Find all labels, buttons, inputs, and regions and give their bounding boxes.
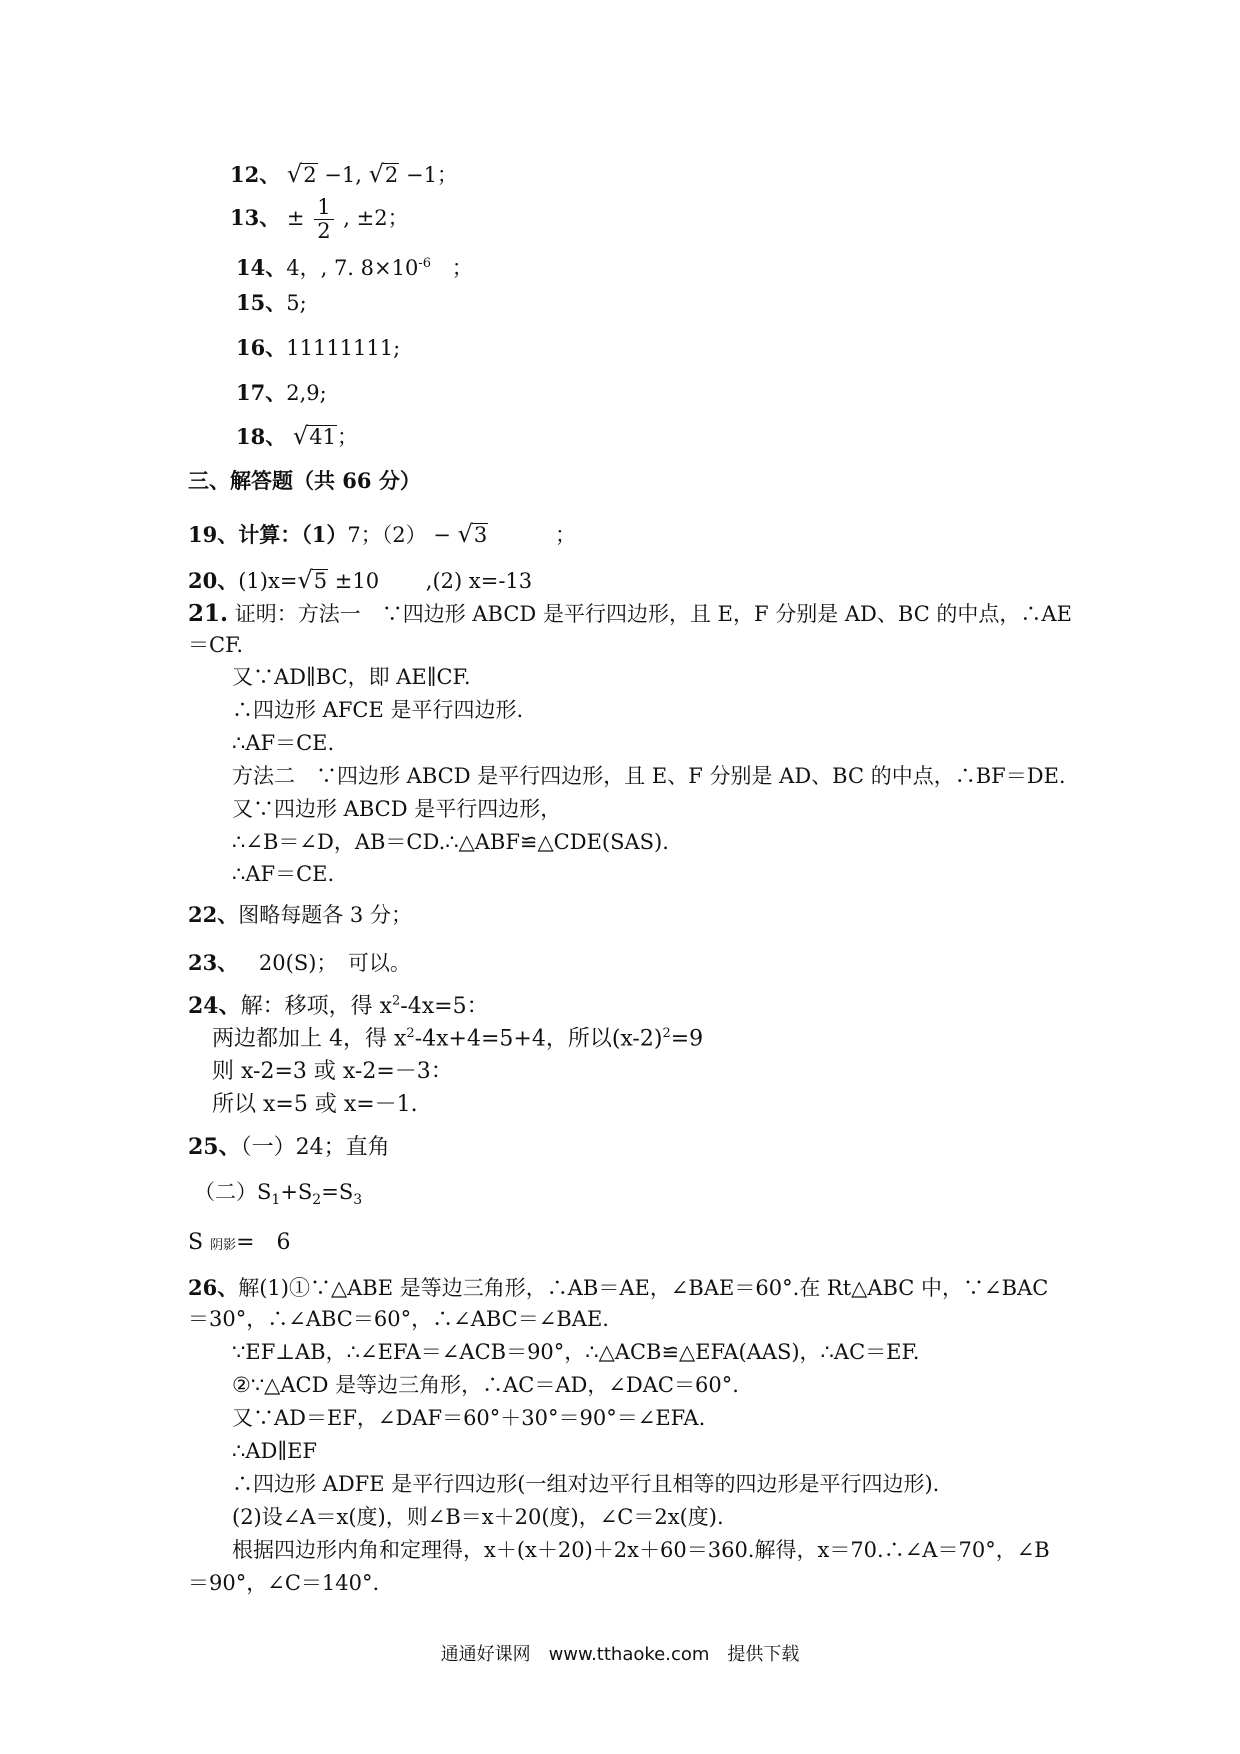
answer-23 xyxy=(188,950,411,976)
q13-fraction xyxy=(314,196,333,243)
answer-19 xyxy=(188,520,576,549)
q26-line: ＝30°，∴∠ABC＝60°，∴∠ABC＝∠BAE. xyxy=(188,1307,609,1331)
q13-number: 13、 xyxy=(230,205,281,231)
answer-22 xyxy=(188,902,412,928)
q25-eq: =S xyxy=(321,1180,354,1204)
q12-number: 12、 xyxy=(230,162,281,187)
q24-square: 2 xyxy=(406,1026,415,1041)
answer-14 xyxy=(236,255,473,281)
sqrt-sign: √ xyxy=(286,160,303,188)
q25-shade-s: S xyxy=(188,1230,204,1255)
q16-number: 16、 xyxy=(236,335,287,360)
q13-pm: ± xyxy=(286,206,305,231)
page-footer: 通通好课网 www.tthaoke.com 提供下载 xyxy=(440,1644,800,1665)
q18-tail: ； xyxy=(336,425,358,449)
answer-15 xyxy=(236,290,307,316)
q13-rest: , ±2； xyxy=(343,206,409,231)
q26-line: (2)设∠A＝x(度)，则∠B＝x＋20(度)，∠C＝2x(度). xyxy=(232,1505,724,1529)
q24-square: 2 xyxy=(662,1026,671,1041)
q13-frac-num: 1 xyxy=(314,196,333,220)
q14-exponent: -6 xyxy=(418,256,432,271)
q26-line: ∵EF⊥AB，∴∠EFA＝∠ACB＝90°，∴△ACB≌△EFA(AAS)，∴AC＝EF. xyxy=(232,1340,920,1364)
q25-part-2 xyxy=(194,1180,362,1209)
q25-sub-2: 2 xyxy=(312,1192,322,1209)
q20-mid: ±10 xyxy=(334,569,380,593)
q12-radicand-1: 2 xyxy=(303,163,317,187)
q16-text: 11111111; xyxy=(286,336,401,360)
q26-number: 26、 xyxy=(188,1275,239,1300)
q14-text: 4，, 7. 8×10 xyxy=(286,256,419,280)
q26-line: ∴AD∥EF xyxy=(232,1439,317,1463)
sqrt-sign: √ xyxy=(368,160,384,188)
q19-a1: 7；（2） xyxy=(347,523,427,547)
q26-first: 解(1)①∵△ABE 是等边三角形，∴AB＝AE，∠BAE＝60°.在 Rt△ABC 中，∵∠BAC xyxy=(238,1276,1049,1300)
q23-text: 20(S)； 可以。 xyxy=(258,951,411,975)
sqrt-sign: √ xyxy=(457,520,473,548)
q25-number: 25、 xyxy=(188,1134,241,1160)
q24-line-4: 所以 x=5 或 x=－1. xyxy=(212,1092,418,1117)
q23-number: 23、 xyxy=(188,950,239,975)
q21-line: 方法二 ∵四边形 ABCD 是平行四边形，且 E、F 分别是 AD、BC 的中点，∴BF＝DE. xyxy=(232,764,1066,788)
q24-square: 2 xyxy=(392,993,401,1009)
q21-line: ∴AF＝CE. xyxy=(232,731,335,755)
q26-line: ＝90°，∠C＝140°. xyxy=(188,1571,380,1595)
q25-sub-1: 1 xyxy=(271,1192,281,1209)
q24-l2a: 两边都加上 4，得 x xyxy=(212,1026,407,1052)
q26-line: ∴四边形 ADFE 是平行四边形(一组对边平行且相等的四边形是平行四边形). xyxy=(232,1472,940,1496)
q20-post: ,(2) x=-13 xyxy=(425,569,533,593)
q18-number: 18、 xyxy=(236,424,287,449)
q21-line: ＝CF. xyxy=(188,633,244,657)
answer-25 xyxy=(188,1134,390,1161)
q12-radicand-2: 2 xyxy=(384,163,399,187)
q17-text: 2,9; xyxy=(286,381,327,405)
q25-shade-val: = 6 xyxy=(236,1230,291,1255)
q19-tail: ； xyxy=(554,523,576,547)
q22-number: 22、 xyxy=(188,902,239,927)
answer-21-first-line xyxy=(188,600,1072,628)
q25-shaded-area xyxy=(188,1230,291,1256)
sqrt-sign: √ xyxy=(297,566,313,594)
q22-text: 图略每题各 3 分； xyxy=(238,903,412,927)
q19-number: 19、 xyxy=(188,522,239,547)
q14-tail: ； xyxy=(451,256,473,280)
q24-l1b: -4x=5： xyxy=(400,994,489,1019)
q19-label: 计算：（1） xyxy=(238,522,348,547)
answer-13 xyxy=(230,196,409,243)
q21-line: ∴AF＝CE. xyxy=(232,862,335,886)
q14-number: 14、 xyxy=(236,255,287,280)
sqrt-sign: √ xyxy=(292,422,309,450)
answer-26-first-line xyxy=(188,1275,1048,1301)
q26-line: ②∵△ACD 是等边三角形，∴AC＝AD，∠DAC＝60°. xyxy=(232,1373,739,1397)
answer-20 xyxy=(188,566,532,595)
q20-radicand: 5 xyxy=(313,569,328,593)
q18-radicand: 41 xyxy=(309,425,336,449)
q21-line: ∴∠B＝∠D，AB＝CD.∴△ABF≌△CDE(SAS). xyxy=(232,830,669,854)
q24-number: 24、 xyxy=(188,993,241,1019)
q12-rest-2: −1； xyxy=(405,163,458,187)
q20-pre: (1)x= xyxy=(238,569,298,593)
q24-line-2 xyxy=(212,1026,703,1053)
q25-p2-pre: （二）S xyxy=(194,1180,272,1204)
q25-text: （一）24；直角 xyxy=(240,1135,390,1160)
q13-frac-den: 2 xyxy=(317,219,331,244)
answer-24 xyxy=(188,993,489,1020)
q19-radicand: 3 xyxy=(473,523,488,547)
q25-sub-3: 3 xyxy=(353,1192,363,1209)
answer-16 xyxy=(236,335,400,361)
q20-number: 20、 xyxy=(188,568,239,593)
q15-number: 15、 xyxy=(236,290,287,315)
q25-plus: +S xyxy=(280,1180,313,1204)
section-heading-3: 三、解答题（共 66 分） xyxy=(188,468,421,493)
q26-line: 根据四边形内角和定理得，x＋(x＋20)＋2x＋60＝360.解得，x＝70.∴∠A＝70°，∠B xyxy=(232,1538,1050,1562)
answer-17 xyxy=(236,380,327,406)
q15-text: 5; xyxy=(286,291,307,315)
q21-number: 21. xyxy=(188,600,229,627)
q17-number: 17、 xyxy=(236,380,287,405)
q25-shade-label: 阴影 xyxy=(210,1238,237,1253)
q19-minus: − xyxy=(433,523,451,547)
q24-l2c: =9 xyxy=(670,1026,704,1052)
q24-line-3: 则 x-2=3 或 x-2=－3： xyxy=(212,1059,453,1084)
q21-line: ∴四边形 AFCE 是平行四边形. xyxy=(232,698,524,722)
q26-line: 又∵AD＝EF，∠DAF＝60°＋30°＝90°＝∠EFA. xyxy=(232,1406,706,1430)
q12-rest-1: −1, xyxy=(324,163,362,187)
q21-first: 证明：方法一 ∵四边形 ABCD 是平行四边形，且 E，F 分别是 AD、BC 的中点，∴AE xyxy=(234,602,1072,626)
q21-line: 又∵四边形 ABCD 是平行四边形， xyxy=(232,797,562,821)
q21-line: 又∵AD∥BC，即 AE∥CF. xyxy=(232,665,471,689)
answer-18 xyxy=(236,422,358,451)
q24-l2b: -4x+4=5+4，所以(x-2) xyxy=(414,1026,663,1052)
q24-l1a: 解：移项，得 x xyxy=(240,994,393,1019)
answer-12 xyxy=(230,160,458,189)
